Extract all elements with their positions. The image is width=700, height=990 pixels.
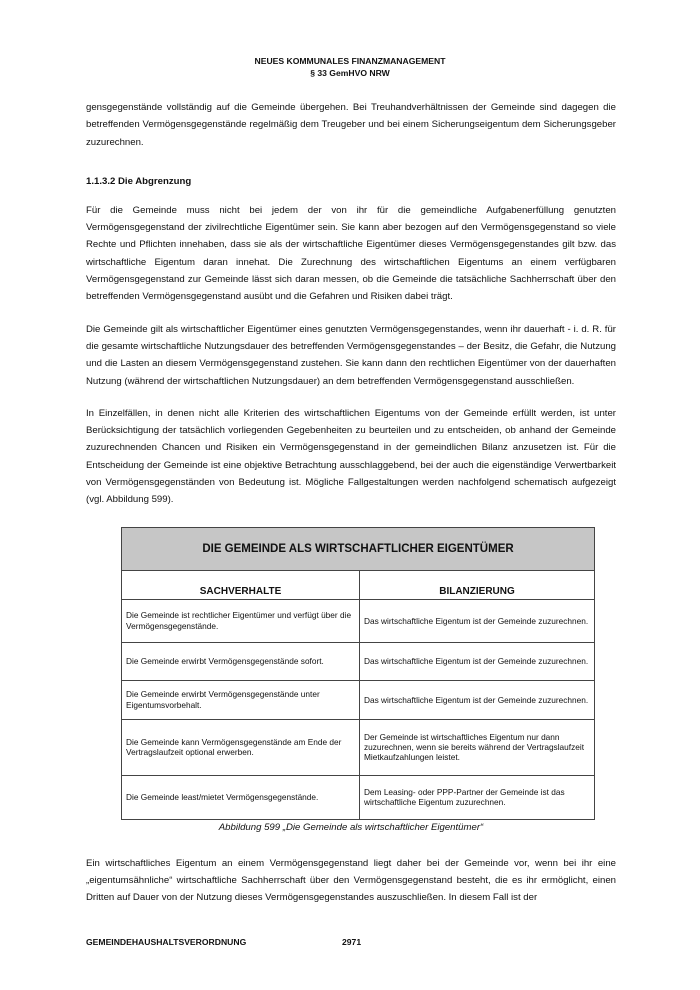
body-paragraph: Für die Gemeinde muss nicht bei jedem der von ihr für die gemeindliche Aufgabenerfüllung genutzten Vermögensgegenstand der zivilrechtliche Eigentümer sein. Sie kann aber bezogen auf den Vermögensgegenstand so viele Rechte und Pflichten innehaben, dass sie als der wirtschaftliche Eigentümer dieses Vermögensgegenstandes gilt bzw. das wirtschaftliche Eigentum daran innehat. Die Zurechnung des wirtschaftlichen Eigentums an einem verfügbaren Vermögensgegenstand zur Gemeinde lässt sich daran messen, ob die Gemeinde die tatsächliche Sachherrschaft über den betreffenden Vermögensgegenstand ausübt und die Gefahren und Risiken dabei trägt. [86,204,616,303]
sachverhalt-cell: Die Gemeinde least/mietet Vermögensgegenstände. [122,775,360,819]
table-title: DIE GEMEINDE ALS WIRTSCHAFTLICHER EIGENTÜMER [122,527,595,570]
body-paragraph: In Einzelfällen, in denen nicht alle Kriterien des wirtschaftlichen Eigentums von der Gemeinde erfüllt werden, ist unter Berücksichtigung der tatsächlich vorliegenden Gegebenheiten zu beurteilen und zu entscheiden, ob anhand der Gemeinde zuzurechnenden Chancen und Risiken ein Vermögensgegenstand in der gemeindlichen Bilanz anzusetzen ist. Für die Entscheidung der Gemeinde ist eine objektive Betrachtung ausschlaggebend, bei der auch die eigenständige Verwertbarkeit von Vermögensgegenständen von Bedeutung ist. Mögliche Fallgestaltungen werden nachfolgend schematisch aufgezeigt (vgl. Abbildung 599). [86,407,616,506]
table-row [122,719,595,775]
table-row [122,680,595,719]
intro-paragraph: gensgegenstände vollständig auf die Gemeinde übergehen. Bei Treuhandverhältnissen der Gemeinde sind dagegen die betreffenden Vermögensgegenstände regelmäßig dem Treugeber und bei einem Sicherungseigentum dem Sicherungsgeber zuzurechnen. [86,102,616,148]
section-heading: 1.1.3.2 Die Abgrenzung [86,175,192,187]
sachverhalt-cell: Die Gemeinde erwirbt Vermögensgegenstände unter Eigentumsvorbehalt. [122,680,360,719]
column-header-sachverhalte: SACHVERHALTE [122,570,360,599]
column-header-bilanzierung: BILANZIERUNG [360,570,595,599]
page-header [0,56,700,79]
closing-paragraph: Ein wirtschaftliches Eigentum an einem Vermögensgegenstand liegt daher bei der Gemeinde vor, wenn bei ihr eine „eigentumsähnliche“ wirtschaftliche Sachherrschaft über den Vermögensgegenstand besteht, die es ihr ermöglicht, einen Dritten auf Dauer von der Nutzung dieses Vermögensgegenstandes auszuschließen. In diesem Fall ist der [86,857,616,904]
bilanzierung-cell: Das wirtschaftliche Eigentum ist der Gemeinde zuzurechnen. [360,599,595,642]
figure-caption: Abbildung 599 „Die Gemeinde als wirtschaftlicher Eigentümer“ [218,821,484,833]
header-subtitle: § 33 GemHVO NRW [310,67,390,78]
sachverhalt-cell: Die Gemeinde kann Vermögensgegenstände am Ende der Vertragslaufzeit optional erwerben. [122,719,360,775]
bilanzierung-cell: Der Gemeinde ist wirtschaftliches Eigentum nur dann zuzurechnen, wenn sie bereits während der Vertragslaufzeit Mietkaufzahlungen leistet. [360,719,595,775]
page-body [86,99,616,907]
table-row [122,642,595,680]
bilanzierung-cell: Das wirtschaftliche Eigentum ist der Gemeinde zuzurechnen. [360,642,595,680]
ownership-table [121,527,595,820]
footer-title: GEMEINDEHAUSHALTSVERORDNUNG [86,937,247,947]
page-number: 2971 [342,937,362,947]
bilanzierung-cell: Dem Leasing- oder PPP-Partner der Gemeinde ist das wirtschaftliche Eigentum zuzurechnen. [360,775,595,819]
table-row [122,775,595,819]
bilanzierung-cell: Das wirtschaftliche Eigentum ist der Gemeinde zuzurechnen. [360,680,595,719]
body-paragraph: Die Gemeinde gilt als wirtschaftlicher Eigentümer eines genutzten Vermögensgegenstandes, wenn ihr dauerhaft - i. d. R. für die gesamte wirtschaftliche Nutzungsdauer des betreffenden Vermögensgegenstandes – der Besitz, die Gefahr, die Nutzung und die Lasten an diesem Vermögensgegenstand zustehen. Sie kann dann den rechtlichen Eigentümer von der dauerhaften Nutzung (während der wirtschaftlichen Nutzungsdauer) an dem betreffenden Vermögensgegenstand ausschließen. [86,323,616,387]
sachverhalt-cell: Die Gemeinde ist rechtlicher Eigentümer und verfügt über die Vermögensgegenstände. [122,599,360,642]
sachverhalt-cell: Die Gemeinde erwirbt Vermögensgegenstände sofort. [122,642,360,680]
table-row [122,599,595,642]
page-footer [86,937,616,947]
header-title: NEUES KOMMUNALES FINANZMANAGEMENT [254,56,446,66]
